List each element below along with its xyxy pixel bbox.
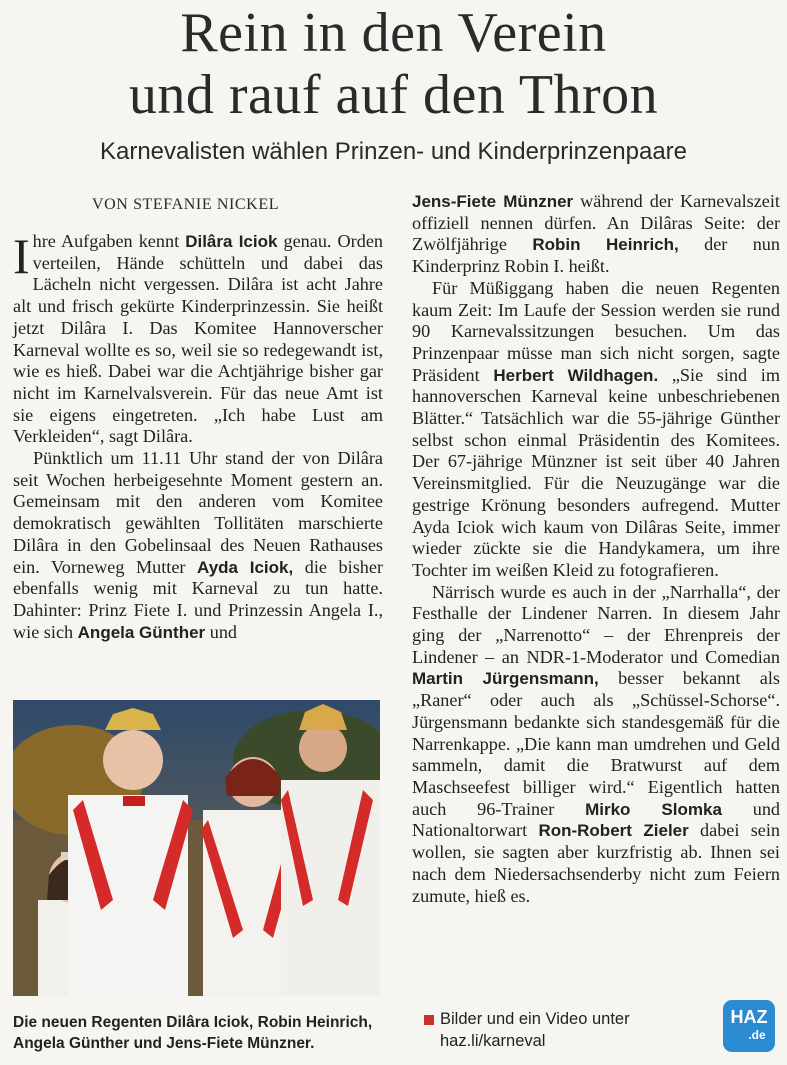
paragraph xyxy=(13,448,383,643)
paragraph xyxy=(13,228,383,448)
article-photo xyxy=(13,700,380,996)
subheadline: Karnevalisten wählen Prinzen- und Kinderprinzenpaare xyxy=(99,138,688,165)
photo-illustration xyxy=(13,700,380,996)
text-run: und Nationaltorwart xyxy=(412,798,781,841)
photo-caption: Die neuen Regenten Dilâra Iciok, Robin Heinrich, Angela Günther und Jens-Fiete Münzner. xyxy=(13,1014,373,1052)
person-name: Mirko Slomka xyxy=(585,799,722,819)
person-name: Ron-Robert Zieler xyxy=(538,821,689,841)
byline: VON STEFANIE NICKEL xyxy=(92,196,280,213)
person-name: Angela Günther xyxy=(77,622,206,642)
text-run: während der Karnevalszeit offiziell nennen dürfen. An Dilâras Seite: der Zwölfjährige xyxy=(412,191,780,255)
online-links xyxy=(424,1008,684,1052)
text-run: die bisher ebenfalls wenig mit Karneval zu tun hatte. Dahinter: Prinz Fiete I. und Prinzessin Angela I., wie sich xyxy=(13,556,384,642)
article-column-1 xyxy=(13,228,384,643)
text-run: der nun Kinderprinz Robin I. heißt. xyxy=(412,234,780,277)
paragraph xyxy=(412,278,780,582)
headline-line-1: Rein in den Verein xyxy=(180,2,607,64)
square-bullet-icon xyxy=(424,1015,434,1025)
text-run: und xyxy=(205,621,237,642)
person-name: Martin Jürgensmann, xyxy=(412,669,599,689)
links-line-1 xyxy=(424,1008,684,1030)
person-name: Robin Heinrich, xyxy=(532,235,679,255)
text-run: genau. Orden verteilen, Hände schütteln und dabei das Lächeln nicht vergessen. Dilâra ist acht Jahre alt und frisch gekürte Kinderprinzessin. Sie heißt jetzt Dilâra I. Das Komitee Hannoverscher Karneval wollte es so, weil sie so redegewandt ist, wie es hieß. Dabei war die Achtjährige bisher gar nicht im Karnelvalsverein. Für das neue Amt ist sie eigens eingetreten. „Ich habe Lust am Verkleiden“, sagt Dilâra. xyxy=(13,231,383,447)
drop-cap: I xyxy=(13,228,30,284)
article-column-2 xyxy=(412,191,780,907)
person-name: Dilâra Iciok xyxy=(185,232,278,251)
headline xyxy=(0,2,787,126)
person-name: Herbert Wildhagen. xyxy=(493,365,659,385)
paragraph xyxy=(412,191,780,278)
person-name: Jens-Fiete Münzner xyxy=(412,192,574,211)
text-run: Närrisch wurde es auch in der „Narrhalla“, der Festhalle der Lindener Narren. In diesem Jahr ging der „Narrenotto“ – der Ehrenpreis der Lindener – an NDR-1-Moderator und Comedian xyxy=(412,581,780,667)
logo-text: HAZ xyxy=(730,1007,768,1027)
text-run: Für Müßiggang haben die neuen Regenten kaum Zeit: Im Laufe der Session werden sie rund 90 Karnevalssitzungen besuchen. Um das Prinzenpaar müsse man sich nicht sorgen, sagte Präsident xyxy=(412,277,780,385)
paragraph xyxy=(412,582,780,908)
text-run: hre Aufgaben kennt xyxy=(32,231,186,251)
headline-line-2: und rauf auf den Thron xyxy=(128,64,659,126)
text-run: „Sie sind im hannoverschen Karneval keine unbeschriebenen Blätter.“ Tatsächlich war die 55-jährige Günther selbst schon einmal Präsidentin des Komitees. Der 67-jährige Münzner ist seit über 40 Jahren Vereinsmitglied. Für die Neuzugänge war die gestrige Krönung besonders aufregend. Mutter Ayda Iciok wich kaum von Dilâras Seite, immer wieder zückte sie die Handykamera, um ihre Tochter im weißen Kleid zu fotografieren. xyxy=(412,364,780,580)
links-line-2[interactable]: haz.li/karneval xyxy=(440,1032,546,1050)
logo-domain: .de xyxy=(748,1028,766,1042)
links-text: Bilder und ein Video unter xyxy=(440,1010,630,1028)
text-run: Pünktlich um 11.11 Uhr stand der von Dilâra seit Wochen herbeigesehnte Moment gestern an. Gemeinsam mit den anderen vom Komitee demokratisch gewählten Tollitäten marschierte Dilâra in den Gobelinsaal des Neuen Rathauses ein. Vorneweg Mutter xyxy=(13,448,383,577)
haz-logo xyxy=(723,1000,775,1052)
text-run: dabei sein wollen, sie sagten aber kurzfristig ab. Ihnen sei nach dem Niedersachsenderby nicht zum Feiern zumute, hieß es. xyxy=(412,820,781,906)
person-name: Ayda Iciok, xyxy=(197,557,294,577)
text-run: besser bekannt als „Raner“ oder auch als „Schüssel-Schorse“. Jürgensmann bedankte sich standesgemäß für die Narrenkappe. „Die kann man umdrehen und Geld sammeln, damit die Bratwurst auf dem Maschseefest billiger wird.“ Eigentlich hatten auch 96-Trainer xyxy=(412,668,780,819)
